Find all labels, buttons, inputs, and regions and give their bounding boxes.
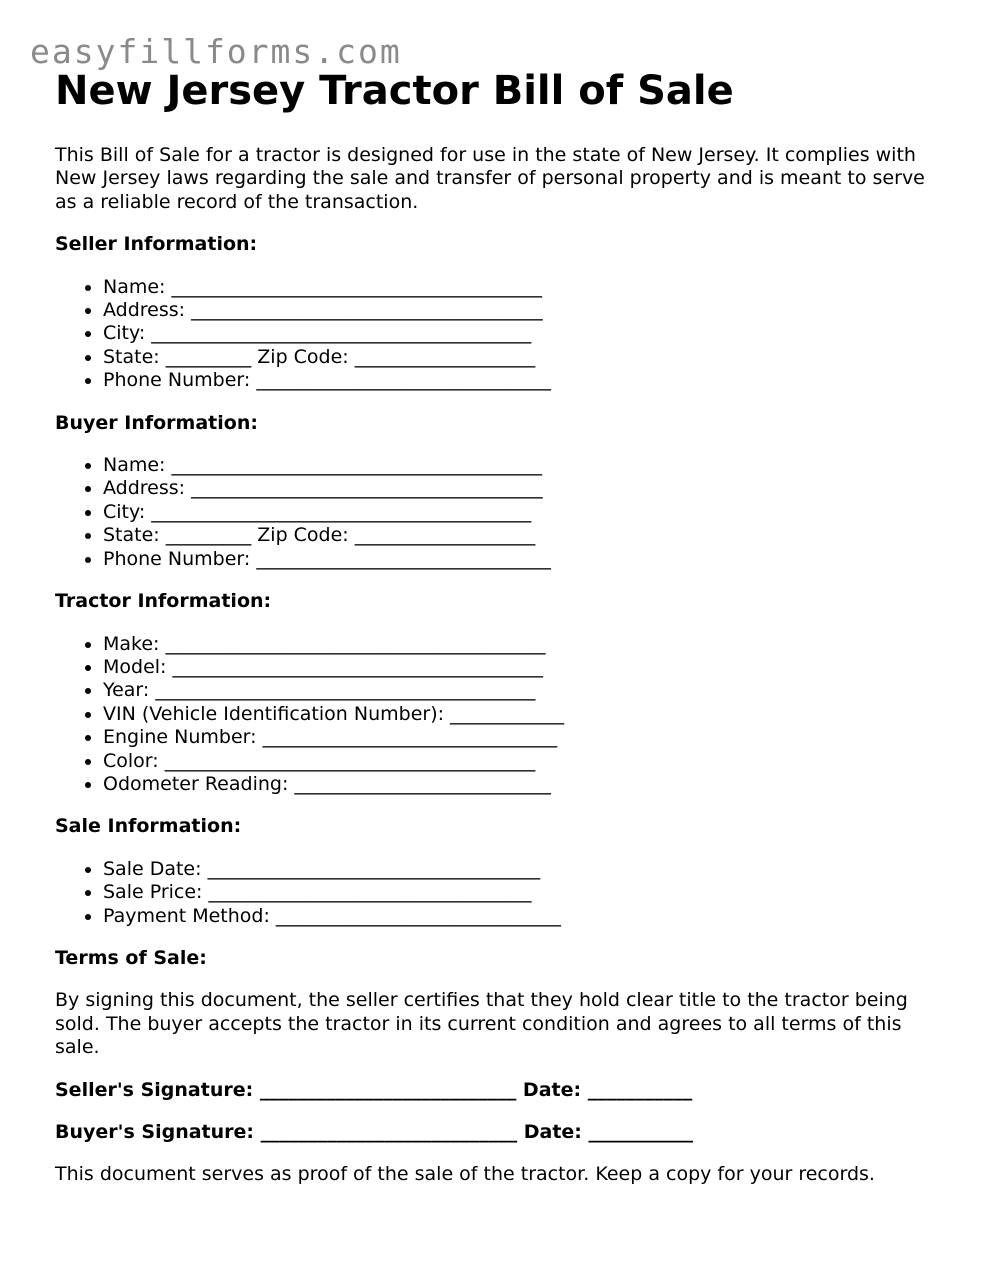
tractor-vin-field[interactable]: • VIN (Vehicle Identification Number): ____________ (103, 703, 945, 726)
sale-date-field[interactable]: • Sale Date: ___________________________________ (103, 858, 945, 881)
buyer-list (55, 454, 945, 571)
seller-state-zip-field[interactable]: • State: _________ Zip Code: ___________________ (103, 346, 945, 369)
intro-paragraph: This Bill of Sale for a tractor is designed for use in the state of New Jersey. It complies with New Jersey laws regarding the sale and transfer of personal property and is meant to serve as a reliable record of the transaction. (55, 144, 925, 213)
buyer-state-zip-field[interactable]: • State: _________ Zip Code: ___________________ (103, 524, 945, 547)
seller-signature-line[interactable]: Seller's Signature: ___________________________ Date: ___________ (55, 1078, 693, 1101)
terms-heading: Terms of Sale: (55, 946, 207, 969)
tractor-year-field[interactable]: • Year: ________________________________________ (103, 679, 945, 702)
sale-price-field[interactable]: • Sale Price: __________________________________ (103, 881, 945, 904)
sale-heading: Sale Information: (55, 815, 242, 838)
seller-name-field[interactable]: • Name: _______________________________________ (103, 276, 945, 299)
buyer-phone-field[interactable]: • Phone Number: _______________________________ (103, 548, 945, 571)
seller-city-field[interactable]: • City: ________________________________________ (103, 322, 945, 345)
buyer-city-field[interactable]: • City: ________________________________________ (103, 501, 945, 524)
tractor-engine-field[interactable]: • Engine Number: _______________________________ (103, 726, 945, 749)
tractor-make-field[interactable]: • Make: ________________________________________ (103, 633, 945, 656)
watermark: easyfillforms.com (30, 32, 402, 71)
seller-heading: Seller Information: (55, 233, 258, 256)
footer-note: This document serves as proof of the sale of the tractor. Keep a copy for your records. (55, 1163, 875, 1186)
seller-phone-field[interactable]: • Phone Number: _______________________________ (103, 369, 945, 392)
seller-list (55, 276, 945, 393)
tractor-model-field[interactable]: • Model: _______________________________________ (103, 656, 945, 679)
tractor-heading: Tractor Information: (55, 590, 272, 613)
buyer-signature-line[interactable]: Buyer's Signature: ___________________________ Date: ___________ (55, 1121, 694, 1143)
tractor-list (55, 633, 945, 797)
payment-method-field[interactable]: • Payment Method: ______________________________ (103, 905, 945, 928)
seller-address-field[interactable]: • Address: _____________________________________ (103, 299, 945, 322)
sale-list (55, 858, 945, 928)
page-title: New Jersey Tractor Bill of Sale (55, 68, 734, 114)
document-body (55, 144, 945, 1206)
tractor-color-field[interactable]: • Color: _______________________________________ (103, 750, 945, 773)
tractor-odometer-field[interactable]: • Odometer Reading: ___________________________ (103, 773, 945, 796)
buyer-address-field[interactable]: • Address: _____________________________________ (103, 477, 945, 500)
buyer-name-field[interactable]: • Name: _______________________________________ (103, 454, 945, 477)
terms-paragraph: By signing this document, the seller certifies that they hold clear title to the tractor being sold. The buyer accepts the tractor in its current condition and agrees to all terms of this sale. (55, 989, 908, 1059)
buyer-heading: Buyer Information: (55, 411, 258, 434)
